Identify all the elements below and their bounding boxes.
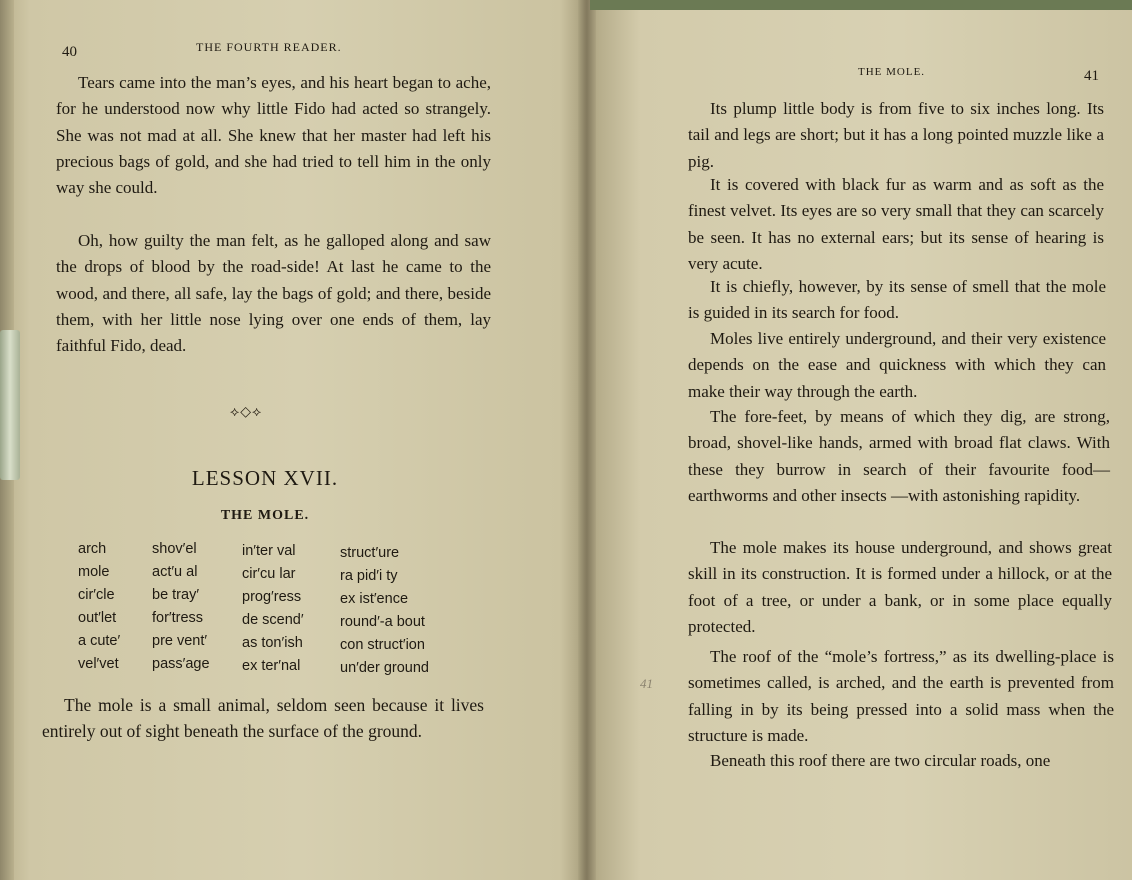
vocab-word: act′u al [152,564,198,580]
left-running-head: THE FOURTH READER. [196,40,342,54]
vocab-word: ra pid′i ty [340,568,398,584]
lesson-subtitle: THE MOLE. [220,508,310,523]
vocab-word: de scend′ [242,612,304,628]
background-strip [590,0,1132,10]
vocab-column-2 [152,538,210,676]
vocab-word: ex ter′nal [242,658,301,674]
vocab-word: pass′age [152,656,210,672]
vocab-column-1 [78,538,120,676]
vocab-word: un′der ground [340,660,429,676]
right-paragraph-1: Its plump little body is from five to six inches long. Its tail and legs are short; but it has a long pointed muzzle like a pig. [688,99,1104,171]
right-paragraph-3: It is chiefly, however, by its sense of smell that the mole is guided in its search for food. [688,277,1106,323]
vocab-word: be tray′ [152,587,200,603]
right-running-head: THE MOLE. [858,66,926,78]
vocab-word: out′let [78,610,117,626]
right-paragraph-8: Beneath this roof there are two circular roads, one [710,751,1051,770]
vocab-word: shov′el [152,541,197,557]
vocab-word: vel′vet [78,656,119,672]
vocab-column-4 [340,542,429,680]
right-paragraph-7: The roof of the “mole’s fortress,” as its dwelling-place is sometimes called, is arched, and the earth is prevented from falling in by its being pressed into a solid mass when the structure is made. [688,647,1114,745]
vocab-word: pre vent′ [152,633,208,649]
left-paragraph-1: Tears came into the man’s eyes, and his heart began to ache, for he understood now why little Fido had acted so strangely. She was not mad at all. She knew that her master had left his precious bags of gold, and she had tried to tell him in the only way she could. [56,73,491,198]
right-paragraph-2: It is covered with black fur as warm and as soft as the finest velvet. Its eyes are so very small that they can scarcely be seen. It has no external ears; but its sense of hearing is very acute. [688,175,1104,273]
vocab-word: in′ter val [242,543,296,559]
section-ornament: ⟡◇⟡ [230,404,263,420]
vocab-word: for′tress [152,610,204,626]
right-paragraph-6: The mole makes its house underground, and shows great skill in its construction. It is formed under a hillock, or at the foot of a tree, or under a bank, or in some place equally protected. [688,538,1112,636]
vocab-word: round′-a bout [340,614,425,630]
lesson-title: LESSON XVII. [191,466,339,490]
vocab-word: prog′ress [242,589,302,605]
vocab-word: cir′cle [78,587,115,603]
vocab-word: struct′ure [340,545,400,561]
right-paragraph-5: The fore-feet, by means of which they dig, are strong, broad, shovel-like hands, armed with broad flat claws. With these they burrow in search of their favourite food—earthworms and other insects —with astonishing rapidity. [688,407,1110,505]
right-page-number: 41 [1084,68,1099,84]
vocab-word: cir′cu lar [242,566,296,582]
vocab-word: mole [78,564,110,580]
vocab-word: con struct′ion [340,637,425,653]
left-closing-paragraph: The mole is a small animal, seldom seen because it lives entirely out of sight beneath the surface of the ground. [42,695,484,742]
vocab-word: arch [78,541,107,557]
vocab-word: as ton′ish [242,635,303,651]
vocab-word: ex ist′ence [340,591,409,607]
binding-clip [0,330,20,480]
vocab-word: a cute′ [78,633,121,649]
pencil-marginal-note: 41 [640,676,653,691]
right-paragraph-4: Moles live entirely underground, and their very existence depends on the ease and quickness with which they can make their way through the earth. [688,329,1106,401]
book-spine [578,0,596,880]
left-paragraph-2: Oh, how guilty the man felt, as he galloped along and saw the drops of blood by the road-side! At last he came to the wood, and there, all safe, lay the bags of gold; and there, beside them, with her little nose lying over one ends of them, lay faithful Fido, dead. [56,231,491,356]
vocab-column-3 [242,540,304,678]
left-page-number: 40 [62,44,77,60]
